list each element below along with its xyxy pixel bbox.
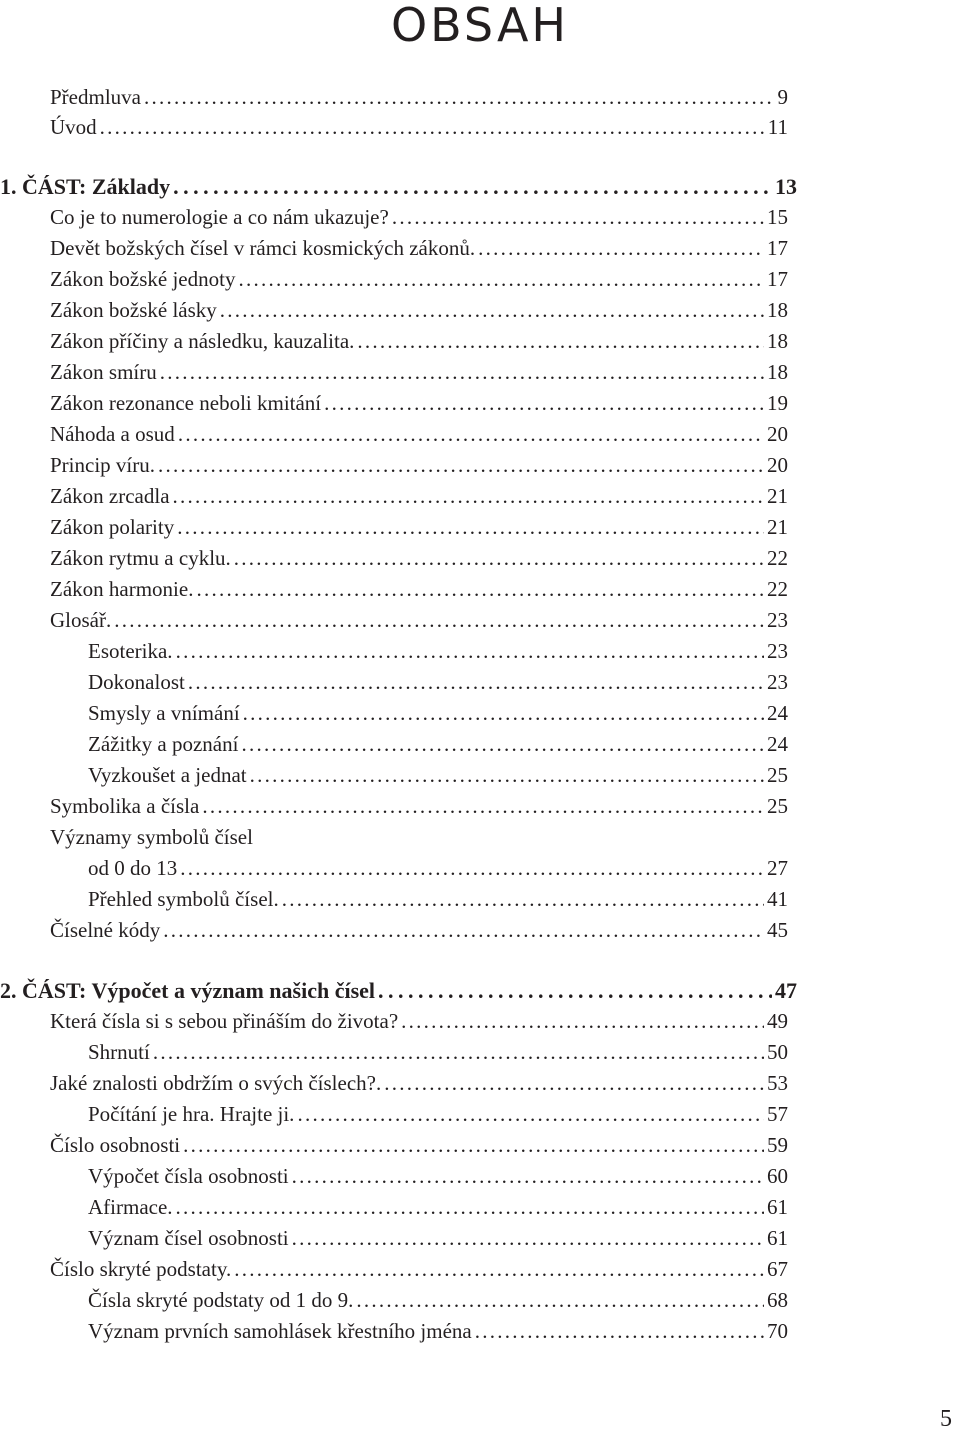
toc-entry [50, 1130, 788, 1160]
toc-entry-title: Shrnutí [88, 1040, 150, 1064]
toc-entry-title: Počítání je hra. Hrajte ji. [88, 1102, 295, 1126]
dot-leader [100, 112, 765, 142]
dot-leader [392, 202, 764, 232]
dot-leader [173, 172, 772, 202]
toc-entry-page: 23 [767, 639, 788, 663]
toc-entry [88, 1192, 788, 1222]
toc-entry-page: 23 [767, 608, 788, 632]
toc-entry-page: 9 [777, 85, 788, 109]
toc-entry-title: Významy symbolů čísel [50, 825, 253, 849]
toc-entry-title: Symbolika a čísla [50, 794, 200, 818]
toc-entry-page: 67 [767, 1257, 788, 1281]
toc-entry-title: Princip víru. [50, 453, 155, 477]
toc-entry-title: 2. ČÁST: Výpočet a význam našich čísel [0, 978, 376, 1003]
toc-entry [88, 636, 788, 666]
toc-entry-page: 13 [775, 174, 797, 199]
dot-leader [220, 295, 764, 325]
dot-leader [297, 1099, 764, 1129]
toc-entry-page: 70 [767, 1319, 788, 1343]
dot-leader [234, 543, 764, 573]
page-number: 5 [940, 1406, 952, 1432]
toc-entry-page: 17 [767, 236, 788, 260]
toc-entry [88, 1099, 788, 1129]
dot-leader [475, 1316, 764, 1346]
dot-leader [478, 233, 764, 263]
toc-entry [50, 388, 788, 418]
dot-leader [324, 388, 764, 418]
toc-entry [50, 512, 788, 542]
toc-entry-page: 11 [767, 115, 788, 139]
toc-entry-page: 20 [767, 453, 788, 477]
toc-entry-page: 24 [767, 701, 788, 725]
dot-leader [173, 481, 764, 511]
toc-entry [50, 822, 253, 852]
toc-entry-title: Vyzkoušet a jednat [88, 763, 247, 787]
dot-leader [153, 1037, 764, 1067]
toc-part-heading [0, 172, 797, 202]
toc-entry-page: 21 [767, 515, 788, 539]
toc-entry-title: Význam čísel osobnosti [88, 1226, 289, 1250]
toc-entry-page: 24 [767, 732, 788, 756]
toc-entry [88, 884, 788, 914]
toc-entry-title: 1. ČÁST: Základy [0, 174, 171, 199]
toc-entry-title: Zákon harmonie. [50, 577, 194, 601]
dot-leader [188, 667, 764, 697]
toc-entry-title: Esoterika. [88, 639, 173, 663]
toc-entry [88, 667, 788, 697]
dot-leader [238, 264, 764, 294]
toc-entry [50, 295, 788, 325]
toc-entry [50, 82, 788, 112]
toc-entry-page: 61 [767, 1195, 788, 1219]
dot-leader [178, 419, 764, 449]
toc-entry-page: 60 [767, 1164, 788, 1188]
toc-entry [50, 202, 788, 232]
dot-leader [292, 1223, 764, 1253]
toc-entry-title: Čísla skryté podstaty od 1 do 9. [88, 1288, 354, 1312]
toc-entry [50, 1068, 788, 1098]
toc-entry-page: 45 [767, 918, 788, 942]
dot-leader [401, 1006, 764, 1036]
toc-entry-page: 41 [767, 887, 788, 911]
toc-entry-page: 22 [767, 546, 788, 570]
dot-leader [356, 1285, 764, 1315]
dot-leader [378, 976, 772, 1006]
toc-entry-title: Předmluva [50, 85, 141, 109]
toc-entry [88, 698, 788, 728]
dot-leader [144, 82, 775, 112]
dot-leader [357, 326, 764, 356]
toc-entry-title: Která čísla si s sebou přináším do života? [50, 1009, 399, 1033]
dot-leader [158, 450, 764, 480]
toc-entry [50, 791, 788, 821]
toc-entry-title: Zážitky a poznání [88, 732, 239, 756]
page-title: OBSAH [390, 0, 570, 52]
toc-entry-title: Přehled symbolů čísel. [88, 887, 279, 911]
toc-entry-title: Význam prvních samohlásek křestního jména [88, 1319, 472, 1343]
toc-entry-title: Zákon božské jednoty [50, 267, 236, 291]
dot-leader [202, 791, 764, 821]
toc-entry-page: 19 [767, 391, 788, 415]
toc-entry [50, 1254, 788, 1284]
toc-entry [88, 760, 788, 790]
toc-entry-page: 22 [767, 577, 788, 601]
toc-entry-title: Co je to numerologie a co nám ukazuje? [50, 205, 389, 229]
dot-leader [241, 729, 764, 759]
toc-entry [88, 1037, 788, 1067]
toc-entry [88, 729, 788, 759]
toc-entry [50, 264, 788, 294]
toc-entry-page: 59 [767, 1133, 788, 1157]
toc-entry-page: 68 [767, 1288, 788, 1312]
toc-entry-title: Číselné kódy [50, 918, 161, 942]
toc-entry [50, 543, 788, 573]
toc-entry-title: Výpočet čísla osobnosti [88, 1164, 289, 1188]
dot-leader [183, 1130, 764, 1160]
toc-entry [50, 605, 788, 635]
toc-entry-title: Číslo skryté podstaty. [50, 1257, 232, 1281]
toc-entry-title: Zákon příčiny a následku, kauzalita. [50, 329, 355, 353]
toc-entry-page: 18 [767, 329, 788, 353]
toc-entry-title: Zákon rytmu a cyklu. [50, 546, 231, 570]
dot-leader [196, 574, 764, 604]
toc-entry [88, 1285, 788, 1315]
dot-leader [250, 760, 764, 790]
toc-entry-page: 27 [767, 856, 788, 880]
toc-entry-page: 15 [767, 205, 788, 229]
toc-entry [50, 450, 788, 480]
toc-entry [50, 233, 788, 263]
toc-entry-page: 61 [767, 1226, 788, 1250]
toc-entry-page: 49 [767, 1009, 788, 1033]
dot-leader [292, 1161, 764, 1191]
dot-leader [234, 1254, 764, 1284]
toc-entry-title: od 0 do 13 [88, 856, 178, 880]
toc-entry-title: Devět božských čísel v rámci kosmických zákonů. [50, 236, 476, 260]
dot-leader [177, 512, 764, 542]
toc-entry-title: Náhoda a osud [50, 422, 175, 446]
toc-entry-title: Smysly a vnímání [88, 701, 240, 725]
toc-entry-page: 18 [767, 298, 788, 322]
dot-leader [282, 884, 764, 914]
toc-entry-title: Glosář. [50, 608, 112, 632]
toc-entry-title: Zákon smíru [50, 360, 157, 384]
toc-entry-title: Úvod [50, 115, 97, 139]
toc-entry-title: Číslo osobnosti [50, 1133, 181, 1157]
toc-entry-title: Jaké znalosti obdržím o svých číslech?. [50, 1071, 382, 1095]
toc-entry-page: 53 [767, 1071, 788, 1095]
toc-entry-page: 18 [767, 360, 788, 384]
toc-entry [88, 1223, 788, 1253]
toc-entry [88, 1161, 788, 1191]
toc-entry [50, 574, 788, 604]
toc-entry-page: 50 [767, 1040, 788, 1064]
toc-entry [50, 481, 788, 511]
toc-entry [50, 326, 788, 356]
dot-leader [163, 915, 764, 945]
toc-entry-page: 23 [767, 670, 788, 694]
toc-entry-page: 25 [767, 794, 788, 818]
toc-entry [50, 112, 788, 142]
toc-entry-title: Afirmace. [88, 1195, 173, 1219]
toc-entry-title: Zákon polarity [50, 515, 175, 539]
toc-entry [88, 853, 788, 883]
toc-entry-title: Zákon božské lásky [50, 298, 217, 322]
toc-entry-title: Zákon rezonance neboli kmitání [50, 391, 322, 415]
toc-entry-page: 17 [767, 267, 788, 291]
dot-leader [160, 357, 764, 387]
toc-entry-title: Dokonalost [88, 670, 185, 694]
dot-leader [176, 1192, 764, 1222]
toc-entry-page: 20 [767, 422, 788, 446]
dot-leader [180, 853, 764, 883]
toc-entry-page: 21 [767, 484, 788, 508]
toc-entry [50, 1006, 788, 1036]
toc-entry-page: 47 [775, 978, 797, 1003]
toc-entry [50, 419, 788, 449]
toc-entry [50, 915, 788, 945]
toc-entry [50, 357, 788, 387]
toc-entry-page: 25 [767, 763, 788, 787]
dot-leader [243, 698, 764, 728]
dot-leader [114, 605, 764, 635]
dot-leader [384, 1068, 764, 1098]
toc-entry-title: Zákon zrcadla [50, 484, 170, 508]
toc-entry-page: 57 [767, 1102, 788, 1126]
toc-entry [88, 1316, 788, 1346]
dot-leader [176, 636, 764, 666]
toc-part-heading [0, 976, 797, 1006]
